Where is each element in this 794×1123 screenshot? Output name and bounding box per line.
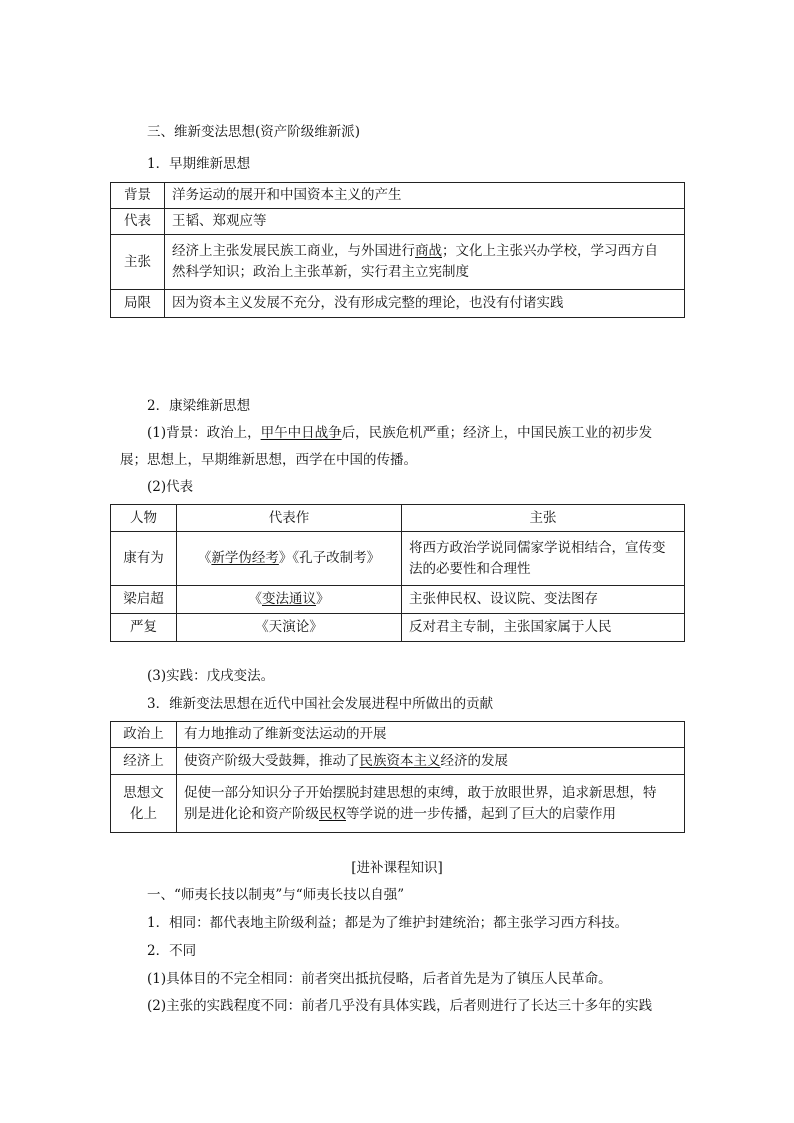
supplement-heading: 一、“师夷长技以制夷”与“师夷长技以自强”	[147, 887, 405, 903]
text-segment: (1)背景：政治上，	[147, 425, 261, 441]
representatives-table	[110, 504, 685, 642]
cell-claim: 主张伸民权、设议院、变法图存	[402, 586, 685, 614]
text-segment: 思想文	[123, 784, 164, 801]
cell-text: 有力地推动了维新变法运动的开展	[177, 722, 685, 748]
text-segment: 经济上主张发展民族工商业，与外国进行	[172, 243, 415, 259]
cell-work	[177, 586, 402, 614]
text-segment: 化上	[130, 805, 157, 822]
contribution-table	[110, 721, 685, 833]
supplement-paragraph: 1．相同：都代表地主阶级利益；都是为了维护封建统治；都主张学习西方科技。	[147, 915, 629, 931]
text-segment: 《	[197, 550, 212, 566]
cell-text	[177, 748, 685, 775]
supplement-paragraph: (1)具体目的不完全相同：前者突出抵抗侵略，后者首先是为了镇压人民革命。	[147, 971, 612, 987]
text-segment: 经济的发展	[440, 752, 508, 769]
cell-work: 《天演论》	[177, 614, 402, 642]
underlined-term: 变法通议	[262, 591, 316, 607]
cell-person: 梁启超	[111, 586, 177, 614]
text-segment: 法的必要性和合理性	[409, 560, 531, 577]
text-segment: 》《孔子改制考》	[278, 550, 381, 566]
underlined-term: 甲午中日战争	[260, 425, 342, 441]
subsection-contribution: 3．维新变法思想在近代中国社会发展进程中所做出的贡献	[147, 696, 494, 712]
cell-work	[177, 532, 402, 586]
cell-label: 主张	[111, 235, 165, 290]
text-segment: 《	[248, 591, 262, 607]
cell-label: 局限	[111, 290, 165, 318]
header-work: 代表作	[177, 505, 402, 532]
text-segment: 然科学知识；政治上主张革新，实行君主立宪制度	[172, 264, 469, 280]
header-person: 人物	[111, 505, 177, 532]
text-segment: 促使一部分知识分子开始摆脱封建思想的束缚，敢于放眼世界，追求新思想，特	[184, 784, 657, 801]
cell-label: 背景	[111, 183, 165, 209]
text-segment: 》	[316, 591, 330, 607]
supplement-paragraph: (2)主张的实践程度不同：前者几乎没有具体实践，后者则进行了长达三十多年的实践	[147, 998, 653, 1014]
underlined-term: 商战	[415, 243, 442, 259]
cell-text	[165, 235, 685, 290]
cell-label: 政治上	[111, 722, 177, 748]
cell-text	[177, 775, 685, 833]
background-paragraph	[147, 423, 652, 443]
text-segment: ；文化上主张兴办学校，学习西方自	[442, 243, 658, 259]
underlined-term: 新学伪经考	[211, 550, 279, 566]
cell-person: 康有为	[111, 532, 177, 586]
cell-text: 王韬、郑观应等	[165, 209, 685, 235]
underlined-term: 民权	[319, 805, 346, 822]
cell-label	[111, 775, 177, 833]
cell-label: 代表	[111, 209, 165, 235]
background-paragraph-cont: 展；思想上，早期维新思想，西学在中国的传播。	[120, 452, 417, 468]
subsection-early-reform: 1．早期维新思想	[147, 156, 251, 172]
cell-claim	[402, 532, 685, 586]
representatives-label: (2)代表	[147, 479, 194, 495]
supplement-paragraph: 2．不同	[147, 943, 197, 959]
cell-label: 经济上	[111, 748, 177, 775]
cell-claim: 反对君主专制，主张国家属于人民	[402, 614, 685, 642]
text-segment: 别是进化论和资产阶级	[184, 805, 319, 822]
text-segment: 后，民族危机严重；经济上，中国民族工业的初步发	[341, 425, 653, 441]
underlined-term: 民族资本主义	[359, 752, 441, 769]
cell-person: 严复	[111, 614, 177, 642]
supplement-title: [进补课程知识]	[351, 860, 443, 876]
text-segment: 等学说的进一步传播，起到了巨大的启蒙作用	[346, 805, 616, 822]
subsection-kang-liang: 2．康梁维新思想	[147, 398, 251, 414]
text-segment: 将西方政治学说同儒家学说相结合，宣传变	[409, 539, 666, 556]
early-reform-table	[110, 182, 685, 318]
practice-paragraph: (3)实践：戊戌变法。	[147, 668, 275, 684]
cell-text: 洋务运动的展开和中国资本主义的产生	[165, 183, 685, 209]
text-segment: 使资产阶级大受鼓舞，推动了	[184, 752, 360, 769]
header-claim: 主张	[402, 505, 685, 532]
section-heading: 三、维新变法思想(资产阶级维新派)	[147, 124, 361, 140]
cell-text: 因为资本主义发展不充分，没有形成完整的理论，也没有付诸实践	[165, 290, 685, 318]
